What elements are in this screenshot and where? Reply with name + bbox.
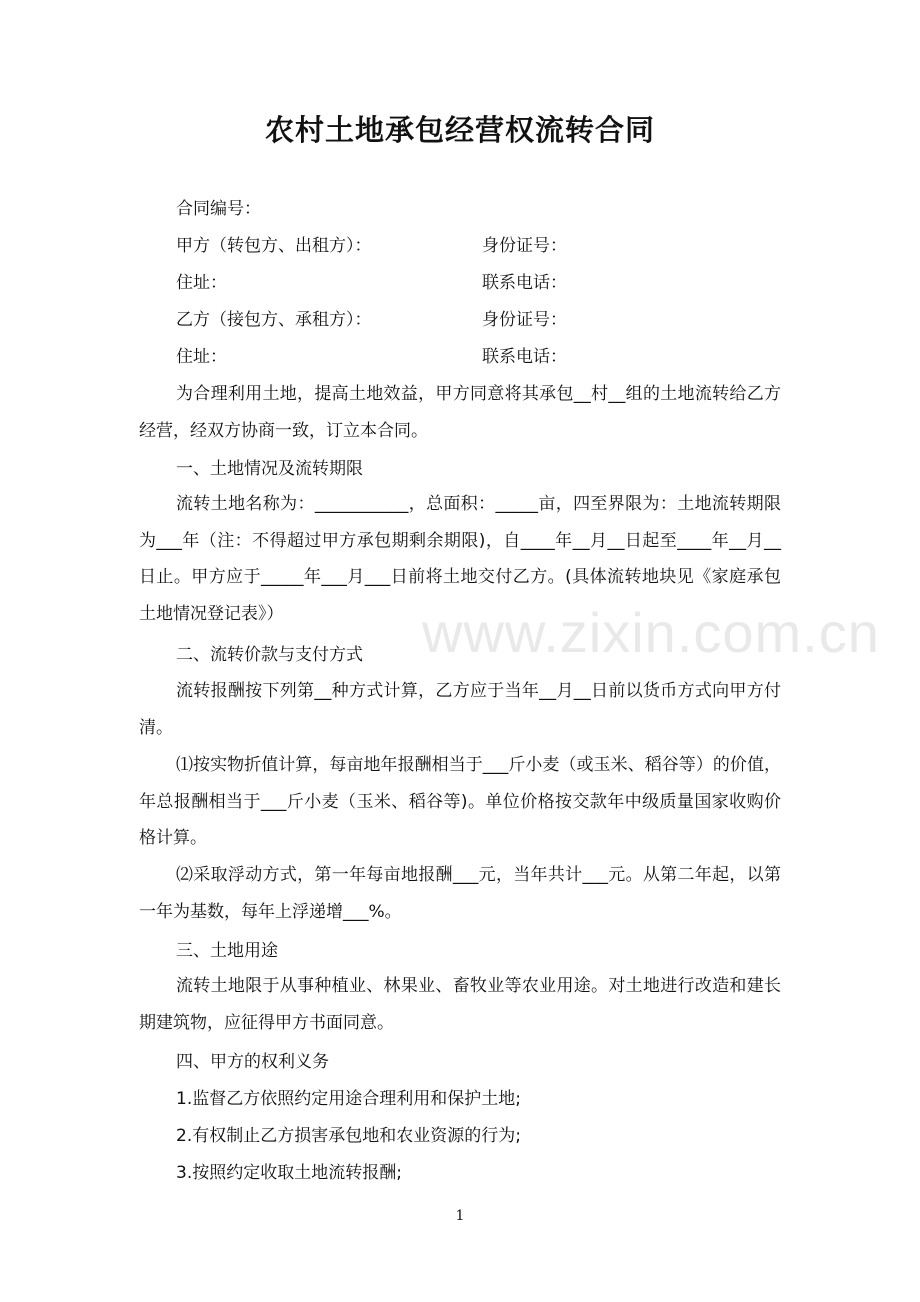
party-b-id-label: 身份证号： — [482, 310, 567, 330]
page-title: 农村土地承包经营权流转合同 — [264, 113, 655, 147]
section-2-paragraph: 流转报酬按下列第__种方式计算，乙方应于当年__月__日前以货币方式向甲方付清。 — [139, 681, 781, 738]
section-1-paragraph: 流转土地名称为：___________，总面积：_____亩，四至界限为：土地流转期限为___年（注：不得超过甲方承包期剩余期限)，自____年__月__日起至____年__月__日止。甲方应于_____年___月___日前将土地交付乙方。(具体流转地块见《家庭承包土地情况登记表》） — [139, 494, 781, 624]
party-a-label: 甲方（转包方、出租方）： — [176, 236, 372, 256]
party-a-id-label: 身份证号： — [482, 236, 567, 256]
party-a-address-label: 住址： — [176, 273, 227, 293]
party-b-phone-label: 联系电话： — [482, 347, 567, 367]
contract-number-label: 合同编号： — [176, 199, 261, 219]
party-a-phone-label: 联系电话： — [482, 273, 567, 293]
watermark: www.zixin.com.cn — [422, 601, 880, 664]
party-b-label: 乙方（接包方、承租方）： — [176, 310, 372, 330]
party-b-address-label: 住址： — [176, 347, 227, 367]
section-3-paragraph: 流转土地限于从事种植业、林果业、畜牧业等农业用途。对土地进行改造和建长期建筑物，应征得甲方书面同意。 — [139, 976, 781, 1033]
intro-paragraph: 为合理利用土地，提高土地效益，甲方同意将其承包__村__组的土地流转给乙方经营，经双方协商一致，订立本合同。 — [139, 384, 781, 441]
page-number: 1 — [455, 1208, 465, 1224]
section-4-item: 3.按照约定收取土地流转报酬; — [176, 1163, 402, 1183]
section-2-heading: 二、流转价款与支付方式 — [176, 645, 363, 665]
section-4-item: 1.监督乙方依照约定用途合理利用和保护土地; — [176, 1089, 521, 1109]
section-2-item-2: ⑵采取浮动方式，第一年每亩地报酬___元，当年共计___元。从第二年起，以第一年为基数，每年上浮递增___%。 — [139, 865, 781, 922]
section-4-item: 2.有权制止乙方损害承包地和农业资源的行为; — [176, 1126, 521, 1146]
section-3-heading: 三、土地用途 — [176, 941, 278, 961]
section-4-heading: 四、甲方的权利义务 — [176, 1052, 329, 1072]
section-2-item-1: ⑴按实物折值计算，每亩地年报酬相当于___斤小麦（或玉米、稻谷等）的价值，年总报酬相当于___斤小麦（玉米、稻谷等)。单位价格按交款年中级质量国家收购价格计算。 — [139, 755, 781, 848]
section-1-heading: 一、土地情况及流转期限 — [176, 459, 363, 479]
